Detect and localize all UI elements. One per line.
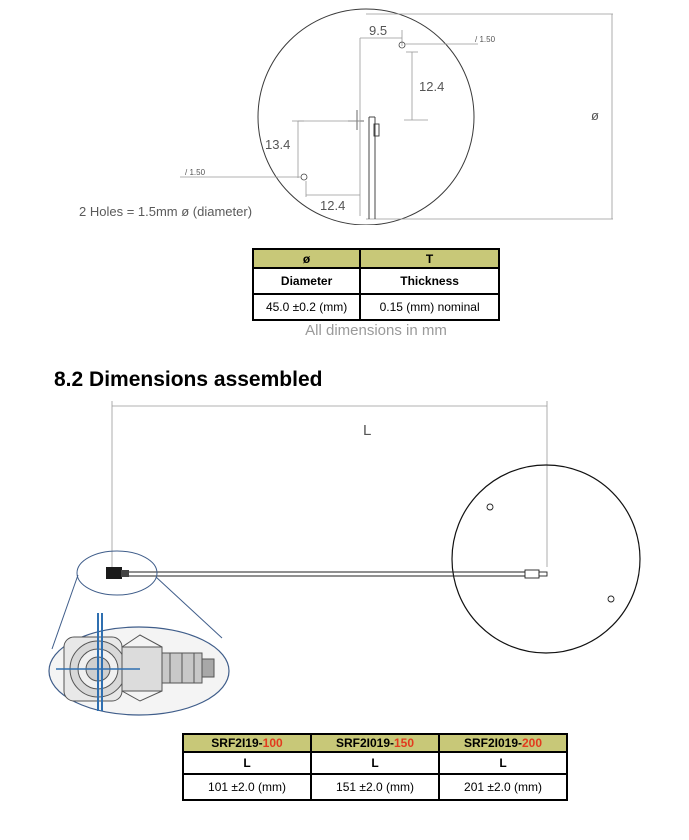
all-dimensions-note: All dimensions in mm xyxy=(305,322,447,339)
hole-label-left: / 1.50 xyxy=(185,168,206,177)
dimension-table xyxy=(252,248,500,321)
hole-label-right: / 1.50 xyxy=(475,35,496,44)
header-diameter-symbol: ø xyxy=(253,249,360,268)
variant-header-100: SRF2I19-100 xyxy=(183,734,311,752)
cable-stub xyxy=(369,117,379,219)
diameter-symbol: ø xyxy=(591,108,599,123)
value-thickness: 0.15 (mm) nominal xyxy=(360,294,499,320)
assembled-hole-1 xyxy=(487,504,493,510)
variant-header-200: SRF2I019-200 xyxy=(439,734,567,752)
variant-label-150: L xyxy=(311,752,439,774)
center-cross xyxy=(348,110,364,130)
section-title: 8.2 Dimensions assembled xyxy=(54,368,323,391)
assembled-hole-2 xyxy=(608,596,614,602)
variant-label-200: L xyxy=(439,752,567,774)
assembled-drawing xyxy=(0,395,689,725)
dim-13-4: 13.4 xyxy=(265,137,291,152)
disc-outline xyxy=(258,9,474,225)
dim-9-5: 9.5 xyxy=(369,23,388,38)
holes-note: 2 Holes = 1.5mm ø (diameter) xyxy=(79,204,253,219)
label-thickness: Thickness xyxy=(360,268,499,294)
assembled-disc xyxy=(452,465,640,653)
variant-value-150: 151 ±2.0 (mm) xyxy=(311,774,439,800)
dim-12-4-horizontal: 12.4 xyxy=(320,198,346,213)
connector-zoom-view xyxy=(49,613,229,715)
diameter-dimension xyxy=(366,14,613,219)
value-diameter: 45.0 ±0.2 (mm) xyxy=(253,294,360,320)
label-diameter: Diameter xyxy=(253,268,360,294)
connector xyxy=(106,567,129,579)
variants-table xyxy=(182,733,568,801)
header-thickness-symbol: T xyxy=(360,249,499,268)
disc-drawing xyxy=(0,0,689,225)
cable xyxy=(128,570,547,578)
hole-left xyxy=(301,174,307,180)
variant-value-100: 101 ±2.0 (mm) xyxy=(183,774,311,800)
length-dimension xyxy=(112,401,547,571)
variant-label-100: L xyxy=(183,752,311,774)
dim-12-4-vertical: 12.4 xyxy=(419,79,445,94)
variant-value-200: 201 ±2.0 (mm) xyxy=(439,774,567,800)
length-label: L xyxy=(363,422,372,439)
variant-header-150: SRF2I019-150 xyxy=(311,734,439,752)
